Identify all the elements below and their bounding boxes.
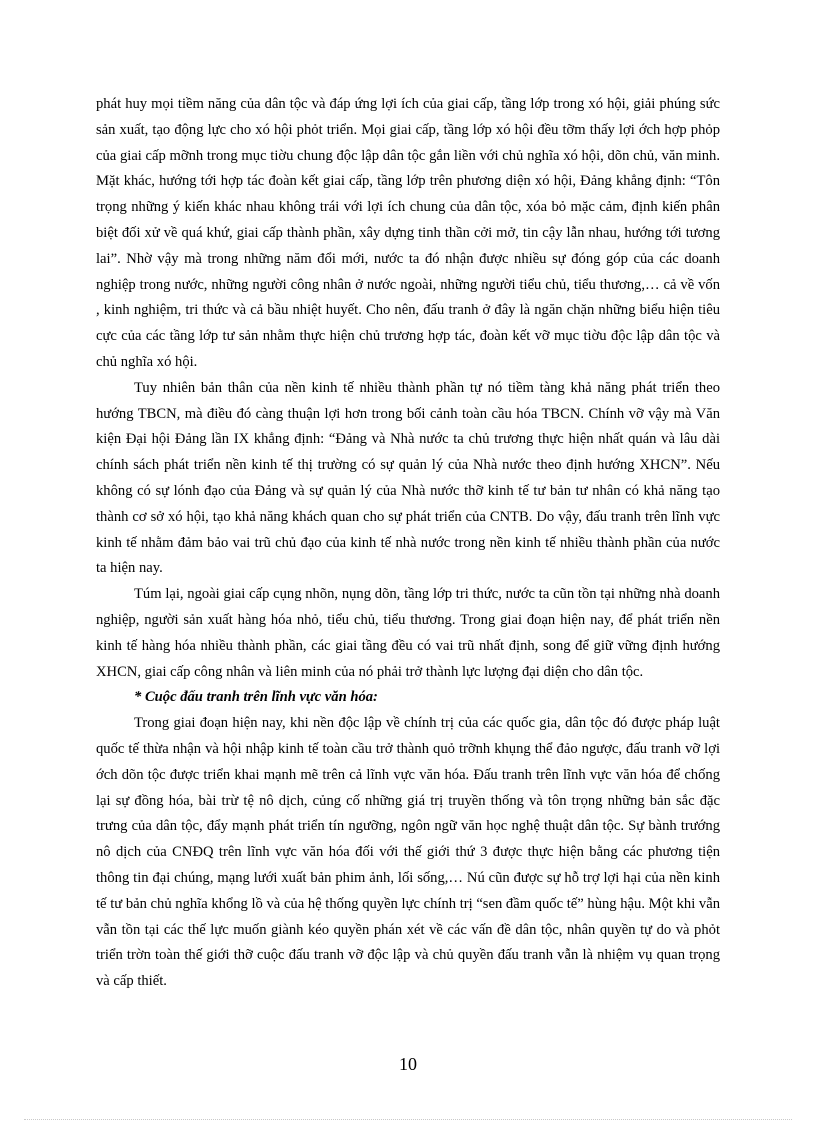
body-paragraph: phát huy mọi tiềm năng của dân tộc và đáp ứng lợi ích của giai cấp, tầng lớp trong xó hội, giải phúng sức sản xuất, tạo động lực cho xó hội phỏt triển. Mọi giai cấp, tầng lớp xó hội đều tỡm thấy lợi ớch hợp phỏp của giai cấp mỡnh trong mục tiờu chung độc lập dân tộc gắn liền với chủ nghĩa xó hội, dõn chủ, văn minh. Mặt khác, hướng tới hợp tác đoàn kết giai cấp, tầng lớp trên phương diện xó hội, Đảng khẳng định: “Tôn trọng những ý kiến khác nhau không trái với lợi ích chung của dân tộc, xóa bỏ mặc cảm, định kiến phân biệt đối xử về quá khứ, giai cấp thành phần, xây dựng tinh thần cởi mở, tin cậy lẫn nhau, hướng tới tương lai”. Nhờ vậy mà trong những năm đổi mới, nước ta đó nhận được nhiều sự đóng góp của các doanh nghiệp trong nước, những người công nhân ở nước ngoài, những người tiểu chủ, tiểu thương,… cả về vốn , kinh nghiệm, tri thức và cả bầu nhiệt huyết. Cho nên, đấu tranh ở đây là ngăn chặn những biểu hiện tiêu cực của các tầng lớp tư sản nhằm thực hiện chủ trương hợp tác, đoàn kết vỡ mục tiờu độc lập dân tộc và chủ nghĩa xó hội. [96,96,720,370]
page-bottom-divider [24,1119,792,1120]
document-page [96,92,720,995]
body-paragraph: Trong giai đoạn hiện nay, khi nền độc lập về chính trị của các quốc gia, dân tộc đó được pháp luật quốc tế thừa nhận và hội nhập kinh tế toàn cầu trở thành quỏ trỡnh khụng thể đảo ngược, đấu tranh vỡ lợi ớch dõn tộc được triển khai mạnh mẽ trên cả lĩnh vực văn hóa. Đấu tranh trên lĩnh vực văn hóa để chống lại sự đồng hóa, bài trừ tệ nô dịch, củng cố những giá trị truyền thống và tôn trọng những bản sắc đặc trưng của dân tộc, đẩy mạnh phát triển tín ngưỡng, ngôn ngữ văn học nghệ thuật dân tộc. Sự bành trướng nô dịch của CNĐQ trên lĩnh vực văn hóa đối với thế giới thứ 3 được thực hiện bằng các phương tiện thông tin đại chúng, mạng lưới xuất bản phim ảnh, lối sống,… Nú cũn được sự hỗ trợ lợi hại của nền kinh tế tư bản chủ nghĩa khổng lồ và của hệ thống quyền lực chính trị “sen đầm quốc tế” hùng hậu. Một khi vẫn vẫn tồn tại các thế lực muốn giành kéo quyền phán xét về các vấn đề dân tộc, nhân quyền tự do và phỏt triển trờn toàn thế giới thỡ cuộc đấu tranh vỡ độc lập và chủ quyền đấu tranh vẫn là nhiệm vụ quan trọng và cấp thiết. [96,715,720,990]
page-number: 10 [399,1054,417,1074]
body-paragraph: Tuy nhiên bản thân của nền kinh tế nhiều thành phần tự nó tiềm tàng khả năng phát triển theo hướng TBCN, mà điều đó càng thuận lợi hơn trong bối cảnh toàn cầu hóa TBCN. Chính vỡ vậy mà Văn kiện Đại hội Đảng lần IX khẳng định: “Đảng và Nhà nước ta chủ trương thực hiện nhất quán và lâu dài chính sách phát triển nền kinh tế thị trường có sự quản lý của Nhà nước theo định hướng XHCN”. Nếu không có sự lónh đạo của Đảng và sự quản lý của Nhà nước thỡ kinh tế tư bản tư nhân có khả năng tạo thành cơ sở xó hội, tạo khả năng khách quan cho sự phát triển của CNTB. Do vậy, đấu tranh trên lĩnh vực kinh tế nhằm đảm bảo vai trũ chủ đạo của kinh tế nhà nước trong nền kinh tế nhiều thành phần của nước ta hiện nay. [96,379,720,577]
section-heading: * Cuộc đấu tranh trên lĩnh vực văn hóa: [134,689,378,706]
body-paragraph: Túm lại, ngoài giai cấp cụng nhõn, nụng dõn, tầng lớp tri thức, nước ta cũn tồn tại những nhà doanh nghiệp, người sản xuất hàng hóa nhỏ, tiểu chủ, tiểu thương. Trong giai đoạn hiện nay, để phát triển nền kinh tế hàng hóa nhiều thành phần, các giai tầng đều có vai trũ nhất định, song để giữ vững định hướng XHCN, giai cấp công nhân và liên minh của nó phải trở thành lực lượng đại diện cho dân tộc. [96,586,720,680]
